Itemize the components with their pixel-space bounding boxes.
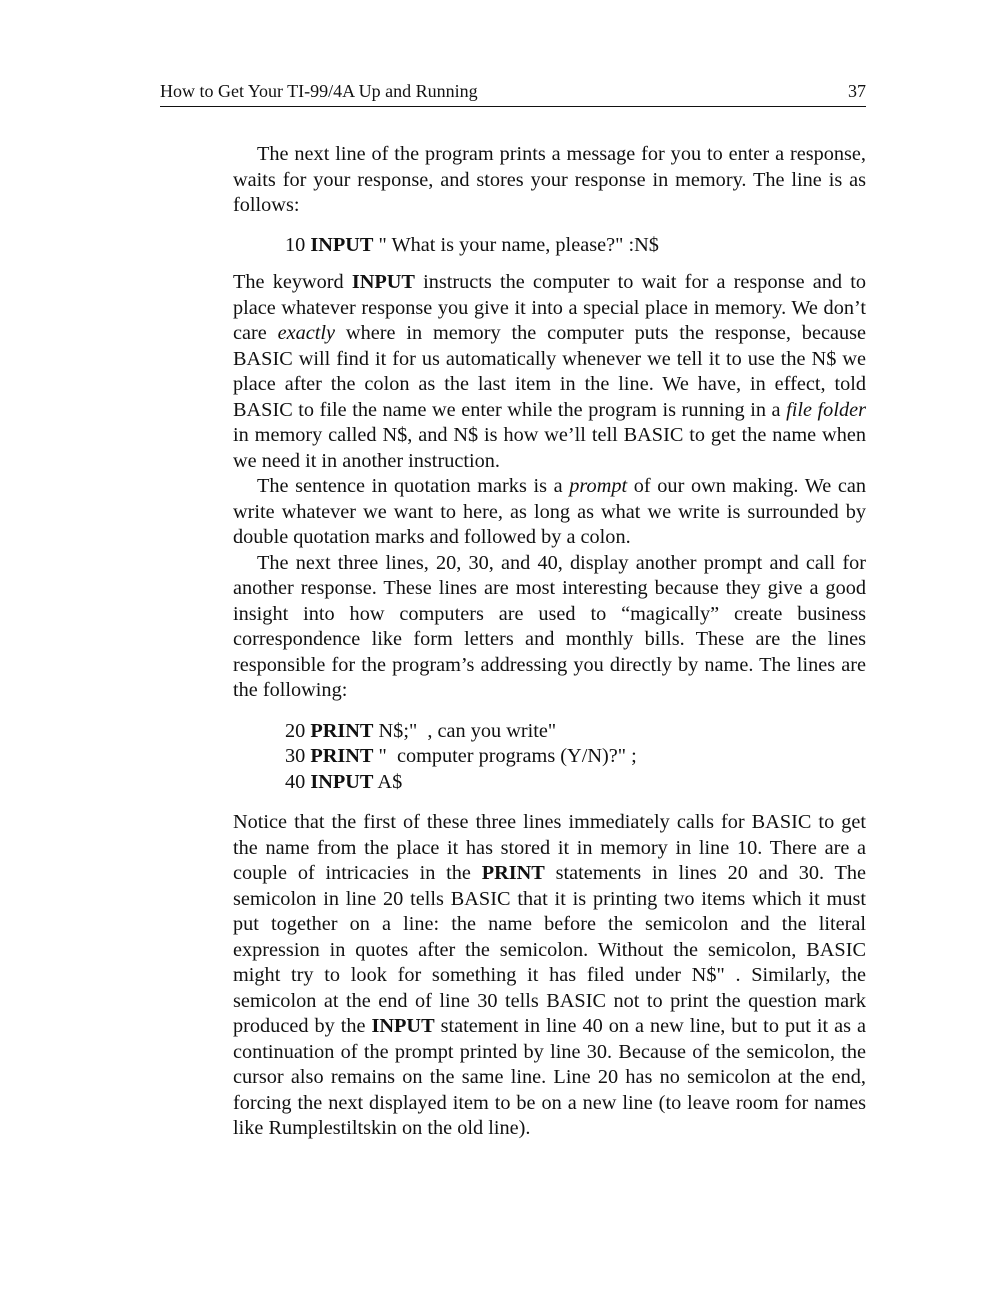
running-header-title: How to Get Your TI-99/4A Up and Running: [160, 81, 478, 101]
keyword: PRINT: [310, 719, 374, 742]
code-text: A$: [373, 770, 403, 793]
emphasis: exactly: [277, 322, 336, 344]
text-run: statements in lines 20 and 30. The semicolon in line 20 tells BASIC that it is printing two items which it must put together on a line: the name before the semicolon and the literal expression in quotes after the semicolon. Without the semicolon, BASIC might try to look for something it has filed under N$" . Similarly, the semicolon at the end of line 30 tells BASIC not to print the question mark produced by the: [233, 862, 866, 1037]
paragraph-prompt: [233, 474, 866, 551]
text-run: in memory called N$, and N$ is how we’ll tell BASIC to get the name when we need it in another instruction.: [233, 424, 866, 472]
code-line-20: [285, 719, 866, 745]
keyword: INPUT: [310, 233, 374, 256]
text-run: where in memory the computer puts the response, because BASIC will find it for us automatically whenever we tell it to use the N$ we place after the colon as the last item in the line. We have, in effect, told BASIC to file the name we enter while the program is running in a: [233, 322, 866, 421]
code-text: N$;" , can you write": [373, 719, 557, 742]
line-number: 10: [285, 233, 311, 256]
emphasis: file folder: [786, 398, 866, 421]
paragraph-intro: The next line of the program prints a message for you to enter a response, waits for your response, and stores your response in memory. The line is as follows:: [233, 143, 866, 216]
text-run: of our own making. We can write whatever we want to here, as long as what we write is surrounded by double quotation marks and followed by a colon.: [233, 475, 866, 548]
keyword: PRINT: [310, 745, 374, 767]
paragraph-input-keyword: [233, 270, 866, 474]
text-run: instructs the computer to wait for a response and to place whatever response you give it into a special place in memory. We don’t care: [233, 271, 866, 344]
text-run: The sentence in quotation marks is a: [257, 475, 570, 497]
paragraph-notice: [233, 810, 866, 1142]
page-body: [233, 142, 866, 1142]
page-number: 37: [848, 81, 866, 101]
code-text: " What is your name, please?" :N$: [373, 233, 659, 256]
running-header: [160, 78, 866, 107]
code-block-input: [233, 233, 866, 259]
text-run: statement in line 40 on a new line, but to put it as a continuation of the prompt printed by line 30. Because of the semicolon, the cursor also remains on the same line. Line 20 has no semicolon at the end, forcing the next displayed item to be on a new line (to leave room for names like Rumplestiltskin on the old line).: [233, 1015, 867, 1139]
code-line-40: [285, 770, 866, 796]
paragraph-next-lines: The next three lines, 20, 30, and 40, display another prompt and call for another response. These lines are most interesting because they give a good insight into how computers are used to “magically” create business correspondence like form letters and monthly bills. These are the lines responsible for the program’s addressing you directly by name. The lines are the following:: [233, 551, 866, 701]
code-text: " computer programs (Y/N)?" ;: [373, 745, 637, 767]
line-number: 40: [285, 770, 311, 793]
keyword: INPUT: [310, 770, 374, 793]
keyword: PRINT: [481, 862, 545, 884]
code-line-10: [285, 233, 866, 259]
line-number: 20: [285, 719, 311, 742]
emphasis: prompt: [569, 475, 628, 497]
text-run: The keyword: [233, 271, 352, 293]
code-block-print: [233, 719, 866, 796]
keyword: INPUT: [371, 1015, 435, 1037]
text-run: Notice that the first of these three lines immediately calls for BASIC to get the name from the place it has stored it in memory in line 10. There are a couple of intricacies in the: [233, 811, 866, 884]
line-number: 30: [285, 745, 311, 767]
code-line-30: [285, 744, 866, 770]
keyword: INPUT: [351, 271, 415, 293]
